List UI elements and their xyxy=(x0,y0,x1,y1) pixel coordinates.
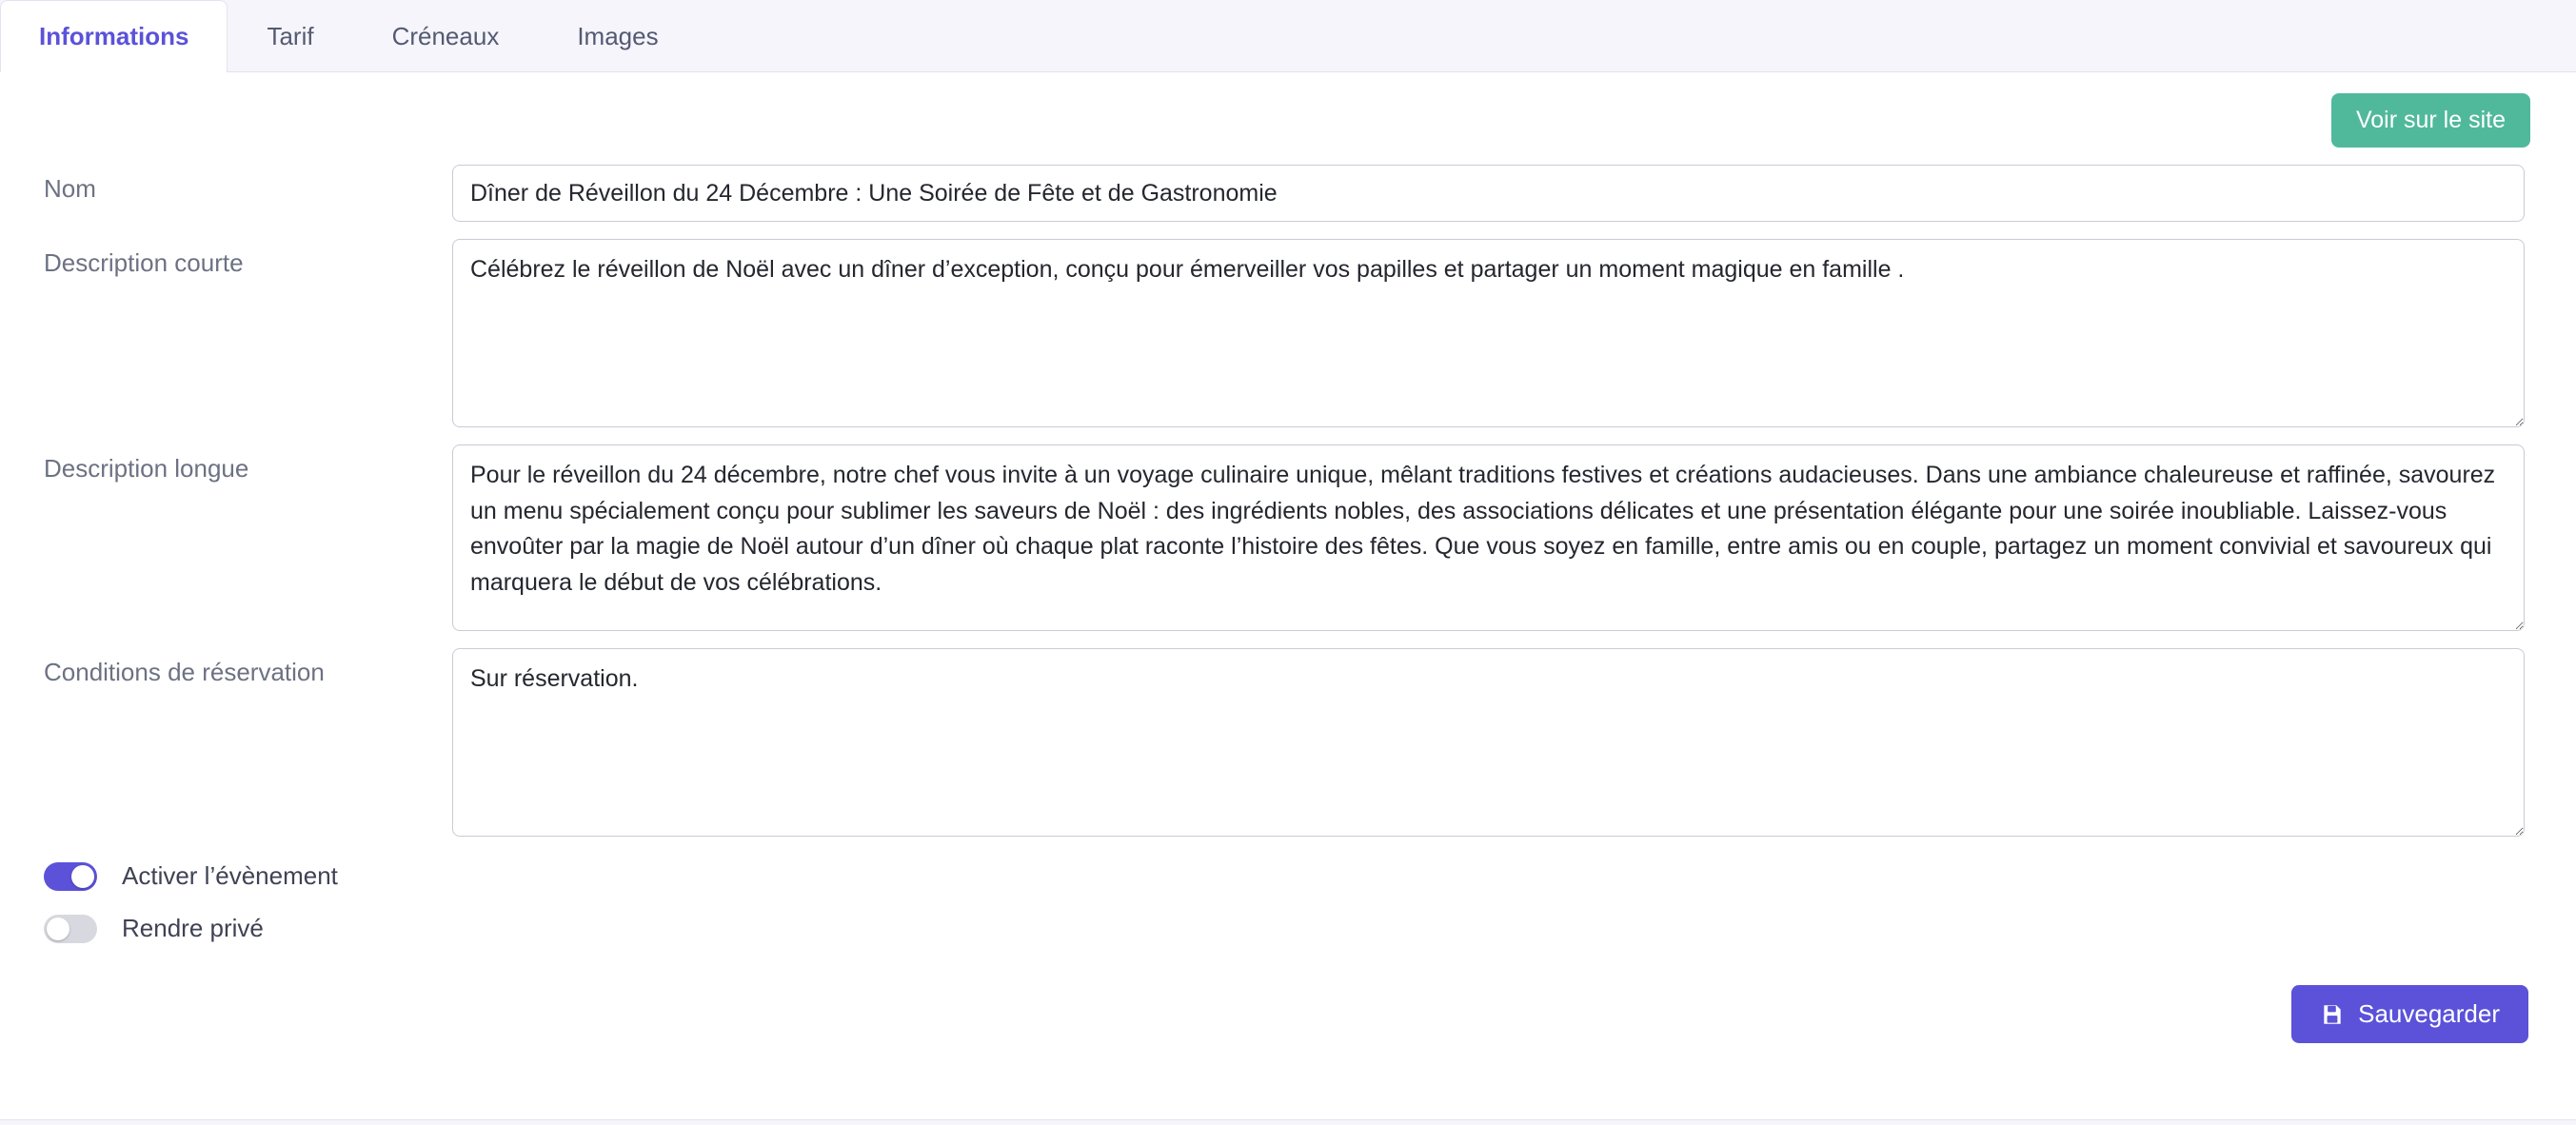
toggle-knob-icon xyxy=(71,865,94,888)
form-body xyxy=(0,72,2576,1072)
name-input[interactable] xyxy=(452,165,2525,222)
name-field-wrap xyxy=(452,165,2540,222)
toggle-row-make-private xyxy=(36,914,2540,943)
toggle-row-activate-event xyxy=(36,861,2540,891)
booking-conditions-field-wrap xyxy=(452,648,2540,837)
booking-conditions-label: Conditions de réservation xyxy=(44,658,325,686)
make-private-label: Rendre privé xyxy=(122,914,264,942)
floppy-disk-icon xyxy=(2320,1002,2345,1027)
short-description-label: Description courte xyxy=(44,248,244,277)
field-row-name xyxy=(36,165,2540,222)
tab-bar xyxy=(0,0,2576,72)
top-actions xyxy=(36,72,2540,148)
make-private-toggle[interactable] xyxy=(44,915,97,943)
tab-creneaux-label: Créneaux xyxy=(391,21,500,50)
tab-tarif-label: Tarif xyxy=(267,21,314,50)
short-description-field-wrap xyxy=(452,239,2540,427)
booking-conditions-textarea[interactable] xyxy=(452,648,2525,837)
tab-tarif[interactable] xyxy=(228,0,352,71)
activate-event-toggle[interactable] xyxy=(44,862,97,891)
save-bar xyxy=(36,985,2540,1072)
long-description-label: Description longue xyxy=(44,454,249,483)
field-row-booking-conditions xyxy=(36,648,2540,837)
save-button-label: Sauvegarder xyxy=(2358,999,2500,1028)
tab-images-label: Images xyxy=(577,21,659,50)
toggle-knob-icon xyxy=(47,918,69,940)
footer-divider xyxy=(0,1119,2576,1125)
view-on-site-button[interactable]: Voir sur le site xyxy=(2331,93,2530,148)
name-label: Nom xyxy=(44,174,96,203)
field-row-short-description xyxy=(36,239,2540,427)
short-description-textarea[interactable] xyxy=(452,239,2525,427)
save-button[interactable] xyxy=(2291,985,2528,1043)
tab-images[interactable] xyxy=(538,0,697,71)
tab-creneaux[interactable] xyxy=(353,0,539,71)
tab-informations-label: Informations xyxy=(39,22,189,50)
field-row-long-description xyxy=(36,444,2540,631)
tab-informations[interactable] xyxy=(0,0,228,72)
long-description-field-wrap xyxy=(452,444,2540,631)
activate-event-label: Activer l’évènement xyxy=(122,861,338,890)
long-description-textarea[interactable] xyxy=(452,444,2525,631)
